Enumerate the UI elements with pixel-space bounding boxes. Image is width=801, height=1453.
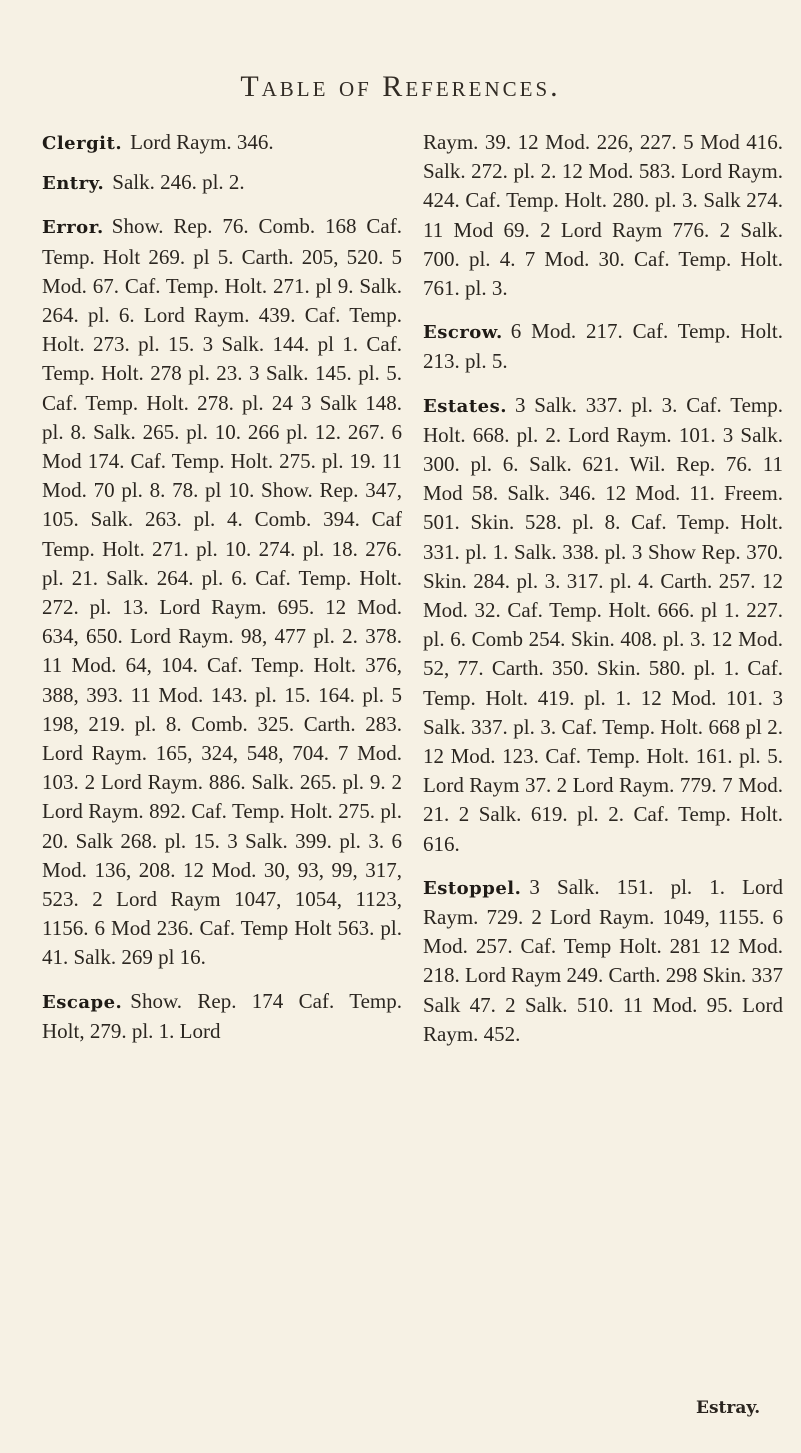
entry-text: Salk. 246. pl. 2. xyxy=(112,170,245,195)
right-column xyxy=(423,128,783,1063)
entry-text: Lord Raym. 346. xyxy=(130,130,274,154)
entry-text: Show. Rep. 76. Comb. 168 Caf. Temp. Holt 269. pl 5. Carth. 205, 520. 5 Mod. 67. Caf. Temp. Holt. 271. pl 9. Salk. 264. pl. 6. Lord Raym. 439. Caf. Temp. Holt. 273. pl. 15. 3 Salk. 144. pl 1. Caf. Temp. Holt. 278 pl. 23. 3 Salk. 145. pl. 5. Caf. Temp. Holt. 278. pl. 24 3 Salk 148. pl. 8. Salk. 265. pl. 10. 266 pl. 12. 267. 6 Mod 174. Caf. Temp. Holt. 275. pl. 19. 11 Mod. 70 pl. 8. 78. pl 10. Show. Rep. 347, 105. Salk. 263. pl. 4. Comb. 394. Caf Temp. Holt. 271. pl. 10. 274. pl. 18. 276. pl. 21. Salk. 264. pl. 6. Caf. Temp. Holt. 272. pl. 13. Lord Raym. 695. 12 Mod. 634, 650. Lord Raym. 98, 477 pl. 2. 378. 11 Mod. 64, 104. Caf. Temp. Holt. 376, 388, 393. 11 Mod. 143. pl. 15. 164. pl. 5 198, 219. pl. 8. Comb. 325. Carth. 283. Lord Raym. 165, 324, 548, 704. 7 Mod. 103. 2 Lord Raym. 886. Salk. 265. pl. 9. 2 Lord Raym. 892. Caf. Temp. Holt. 275. pl. 20. Salk 268. pl. 15. 3 Salk. 399. pl. 3. 6 Mod. 136, 208. 12 Mod. 30, 93, 99, 317, 523. 2 Lord Raym 1047, 1054, 1123, 1156. 6 Mod 236. Caf. Temp Holt 563. pl. 41. Salk. 269 pl 16. xyxy=(42,214,402,970)
index-entry xyxy=(42,128,402,158)
entry-heading: Escape. xyxy=(42,991,123,1013)
entry-text: 6 Mod. 217. Caf. Temp. Holt. 213. pl. 5. xyxy=(423,319,783,374)
entry-text: Raym. 39. 12 Mod. 226, 227. 5 Mod 416. Salk. 272. pl. 2. 12 Mod. 583. Lord Raym. 424. Caf. Temp. Holt. 280. pl. 3. Salk 274. 11 Mod 69. 2 Lord Raym 776. 2 Salk. 700. pl. 4. 7 Mod. 30. Caf. Temp. Holt. 761. pl. 3. xyxy=(423,130,783,301)
index-entry xyxy=(423,391,783,859)
entry-heading: Escrow. xyxy=(423,322,503,344)
page-header: Table of References. xyxy=(240,70,561,103)
entry-heading: Estates. xyxy=(423,395,507,417)
entry-heading: Estoppel. xyxy=(423,877,522,899)
index-entry-continued xyxy=(423,128,783,303)
entry-text: 3 Salk. 151. pl. 1. Lord Raym. 729. 2 Lord Raym. 1049, 1155. 6 Mod. 257. Caf. Temp Holt. 281 12 Mod. 218. Lord Raym 249. Carth. 298 Skin. 337 Salk 47. 2 Salk. 510. 11 Mod. 95. Lord Raym. 452. xyxy=(423,874,783,1046)
index-entry xyxy=(42,212,402,972)
entry-heading: Entry. xyxy=(42,173,105,195)
entry-heading: Error. xyxy=(42,217,104,239)
catchword: Estray. xyxy=(696,1398,761,1418)
index-entry xyxy=(42,987,402,1046)
index-entry xyxy=(423,873,783,1049)
entry-text: 3 Salk. 337. pl. 3. Caf. Temp. Holt. 668. pl. 2. Lord Raym. 101. 3 Salk. 300. pl. 6. Salk. 621. Wil. Rep. 76. 11 Mod 58. Salk. 346. 12 Mod. 11. Freem. 501. Skin. 528. pl. 8. Caf. Temp. Holt. 331. pl. 1. Salk. 338. pl. 3 Show Rep. 370. Skin. 284. pl. 3. 317. pl. 4. Carth. 257. 12 Mod. 32. Caf. Temp. Holt. 666. pl 1. 227. pl. 6. Comb 254. Skin. 408. pl. 3. 12 Mod. 52, 77. Carth. 350. Skin. 580. pl. 1. Caf. Temp. Holt. 419. pl. 1. 12 Mod. 101. 3 Salk. 337. pl. 3. Caf. Temp. Holt. 668 pl 2. 12 Mod. 123. Caf. Temp. Holt. 161. pl. 5. Lord Raym 37. 2 Lord Raym. 779. 7 Mod. 21. 2 Salk. 619. pl. 2. Caf. Temp. Holt. 616. xyxy=(423,392,783,856)
index-entry xyxy=(42,168,402,198)
index-entry xyxy=(423,317,783,376)
left-column xyxy=(42,128,402,1060)
entry-text: Show. Rep. 174 Caf. Temp. Holt, 279. pl. 1. Lord xyxy=(42,988,402,1043)
entry-heading: Clergit. xyxy=(42,133,123,154)
